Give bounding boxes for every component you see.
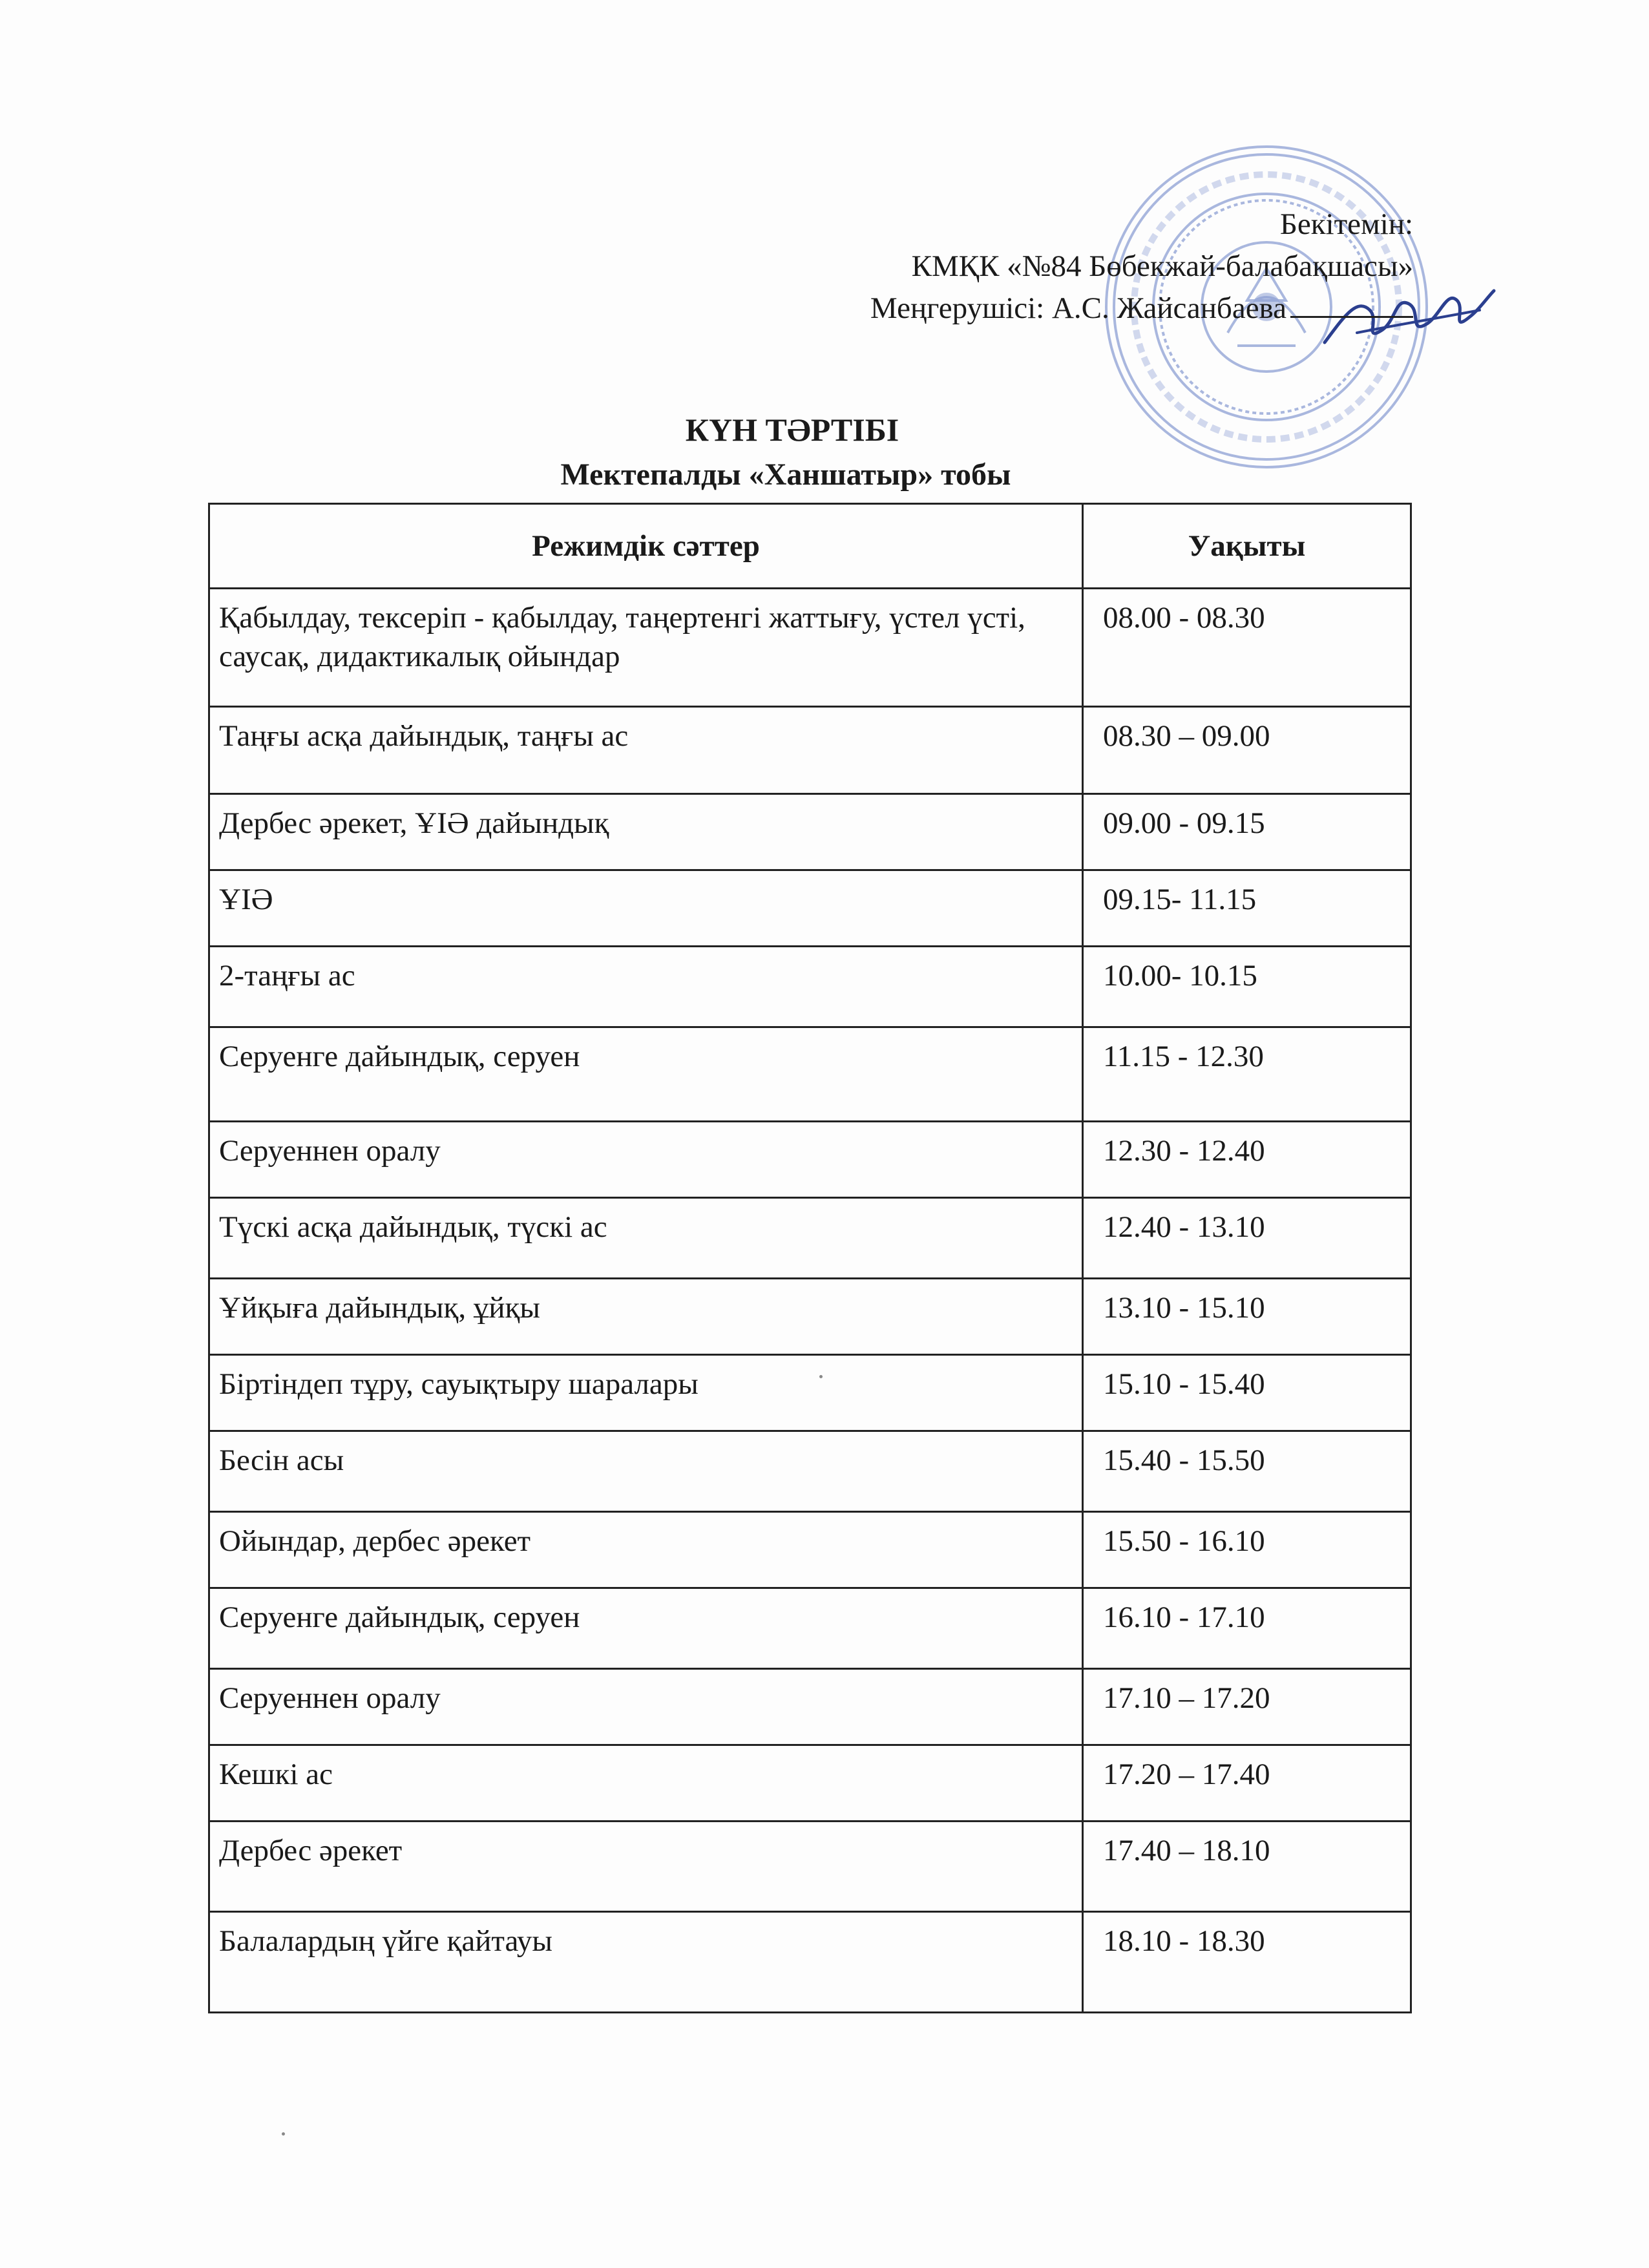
time-cell: 12.30 - 12.40 <box>1083 1122 1411 1198</box>
table-row <box>209 794 1411 870</box>
scan-speck <box>282 2132 285 2136</box>
time-cell: 17.40 – 18.10 <box>1083 1822 1411 1912</box>
activity-cell: ҰІӘ <box>209 870 1083 947</box>
signature-line <box>1290 316 1413 318</box>
table-row <box>209 1122 1411 1198</box>
time-cell: 15.50 - 16.10 <box>1083 1512 1411 1588</box>
time-cell: 15.40 - 15.50 <box>1083 1431 1411 1512</box>
head-name: Меңгерушісі: А.С. Жайсанбаева <box>870 291 1287 325</box>
time-cell: 15.10 - 15.40 <box>1083 1355 1411 1431</box>
activity-cell: Кешкі ас <box>209 1745 1083 1822</box>
time-cell: 08.30 – 09.00 <box>1083 707 1411 794</box>
table-row <box>209 1822 1411 1912</box>
time-cell: 17.10 – 17.20 <box>1083 1669 1411 1745</box>
table-row <box>209 1912 1411 2013</box>
table-row <box>209 1512 1411 1588</box>
activity-cell: Түскі асқа дайындық, түскі ас <box>209 1198 1083 1279</box>
time-cell: 12.40 - 13.10 <box>1083 1198 1411 1279</box>
activity-cell: 2-таңғы ас <box>209 947 1083 1027</box>
table-row <box>209 707 1411 794</box>
activity-cell: Дербес әрекет, ҰІӘ дайындық <box>209 794 1083 870</box>
table-row <box>209 1588 1411 1669</box>
column-header-activity: Режимдік сәттер <box>209 504 1083 589</box>
activity-cell: Таңғы асқа дайындық, таңғы ас <box>209 707 1083 794</box>
table-row <box>209 1669 1411 1745</box>
activity-cell: Ұйқыға дайындық, ұйқы <box>209 1279 1083 1355</box>
activity-cell: Біртіндеп тұру, сауықтыру шаралары <box>209 1355 1083 1431</box>
head-name-line <box>870 288 1413 330</box>
time-cell: 09.00 - 09.15 <box>1083 794 1411 870</box>
activity-cell: Бесін асы <box>209 1431 1083 1512</box>
table-row <box>209 1279 1411 1355</box>
activity-cell: Серуенге дайындық, серуен <box>209 1588 1083 1669</box>
time-cell: 18.10 - 18.30 <box>1083 1912 1411 2013</box>
activity-cell: Ойындар, дербес әрекет <box>209 1512 1083 1588</box>
table-row <box>209 1198 1411 1279</box>
activity-cell: Дербес әрекет <box>209 1822 1083 1912</box>
table-body <box>209 589 1411 2013</box>
column-header-time: Уақыты <box>1083 504 1411 589</box>
document-titles <box>0 407 1649 498</box>
table-row <box>209 1027 1411 1122</box>
table-row <box>209 589 1411 707</box>
schedule-table <box>208 503 1412 2013</box>
table-row <box>209 870 1411 947</box>
time-cell: 13.10 - 15.10 <box>1083 1279 1411 1355</box>
time-cell: 10.00- 10.15 <box>1083 947 1411 1027</box>
approval-heading: Бекітемін: <box>1279 207 1413 241</box>
organization-name: КМҚК «№84 Бөбекжай-балабақшасы» <box>911 249 1413 283</box>
table-row <box>209 1745 1411 1822</box>
activity-cell: Серуеннен оралу <box>209 1122 1083 1198</box>
approval-block <box>870 204 1413 330</box>
time-cell: 09.15- 11.15 <box>1083 870 1411 947</box>
table-header-row <box>209 504 1411 589</box>
activity-cell: Балалардың үйге қайтауы <box>209 1912 1083 2013</box>
document-subtitle: Мектепалды «Ханшатыр» тобы <box>560 457 1011 492</box>
activity-cell: Серуеннен оралу <box>209 1669 1083 1745</box>
table-row <box>209 947 1411 1027</box>
time-cell: 16.10 - 17.10 <box>1083 1588 1411 1669</box>
time-cell: 08.00 - 08.30 <box>1083 589 1411 707</box>
scan-speck <box>819 1375 823 1378</box>
document-title: КҮН ТӘРТІБІ <box>685 412 899 448</box>
table-row <box>209 1355 1411 1431</box>
activity-cell: Серуенге дайындық, серуен <box>209 1027 1083 1122</box>
time-cell: 11.15 - 12.30 <box>1083 1027 1411 1122</box>
table-row <box>209 1431 1411 1512</box>
activity-cell: Қабылдау, тексеріп - қабылдау, таңертенгі жаттығу, үстел үсті, саусақ, дидактикалық ойындар <box>209 589 1083 707</box>
time-cell: 17.20 – 17.40 <box>1083 1745 1411 1822</box>
